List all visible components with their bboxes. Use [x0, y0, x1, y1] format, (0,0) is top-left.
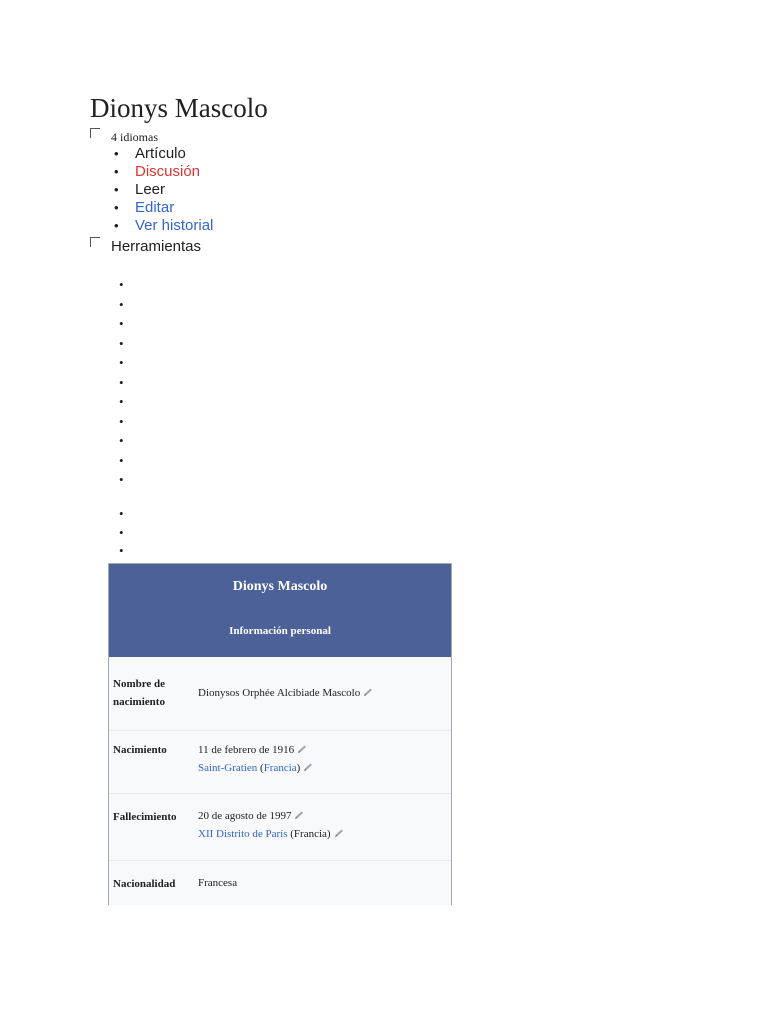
page-title: Dionys Mascolo — [90, 93, 268, 123]
row-value: 11 de febrero de 1916 Saint-Gratien (Francia) — [198, 741, 448, 777]
row-label: Nacimiento — [113, 744, 167, 756]
row-divider — [109, 793, 451, 794]
pencil-icon[interactable] — [303, 763, 314, 772]
row-label: Fallecimiento — [113, 811, 177, 823]
bullet-icon: • — [119, 413, 124, 429]
row-divider — [109, 730, 451, 731]
row-value: Francesa — [198, 877, 238, 889]
pencil-icon[interactable] — [297, 745, 308, 754]
pencil-icon[interactable] — [334, 829, 345, 838]
bullet-icon: • — [119, 452, 124, 468]
bullet-icon: • — [119, 433, 124, 448]
birth-country-link[interactable]: Francia — [263, 762, 297, 774]
bullet-icon: • — [119, 524, 124, 540]
row-label: Nacionalidad — [113, 878, 176, 890]
empty-list — [119, 505, 124, 561]
death-place-link[interactable]: XII Distrito de París — [198, 828, 288, 840]
tab-editar[interactable]: • Editar — [135, 199, 213, 217]
bullet-icon: • — [119, 472, 124, 487]
infobox-header — [109, 564, 451, 657]
languages-toggle[interactable] — [90, 127, 158, 145]
birth-place-link[interactable]: Saint-Gratien — [198, 762, 258, 774]
infobox-title: Dionys Mascolo — [232, 579, 328, 594]
bullet-icon: • — [119, 506, 124, 521]
bullet-icon: • — [119, 277, 124, 292]
checkbox-icon[interactable] — [90, 128, 100, 138]
row-value: Dionysos Orphée Alcibiade Mascolo — [198, 684, 448, 702]
checkbox-icon[interactable] — [90, 237, 100, 247]
languages-label[interactable]: 4 idiomas — [111, 130, 158, 144]
pencil-icon[interactable] — [294, 811, 305, 820]
view-tabs — [135, 145, 213, 235]
infobox — [108, 563, 452, 905]
bullet-icon: • — [119, 335, 124, 351]
tab-discusion[interactable]: • Discusión — [135, 163, 213, 181]
tab-ver-historial[interactable]: • Ver historial — [135, 217, 213, 235]
tab-articulo[interactable]: • Artículo — [135, 145, 213, 163]
bullet-icon: • — [119, 374, 124, 390]
pencil-icon[interactable] — [363, 688, 374, 697]
bullet-icon: • — [119, 394, 124, 409]
infobox-section-title: Información personal — [229, 625, 331, 637]
bullet-icon: • — [119, 296, 124, 312]
tab-leer[interactable]: • Leer — [135, 181, 213, 199]
bullet-icon: • — [119, 316, 124, 331]
tools-toggle[interactable] — [90, 236, 201, 255]
row-value: 20 de agosto de 1997 XII Distrito de París (Francia) — [198, 807, 448, 843]
empty-list — [119, 275, 124, 490]
bullet-icon: • — [119, 543, 124, 558]
tools-label[interactable]: Herramientas — [111, 238, 202, 255]
row-label: Nombre de nacimiento — [113, 678, 166, 708]
row-divider — [109, 860, 451, 861]
bullet-icon: • — [119, 355, 124, 370]
